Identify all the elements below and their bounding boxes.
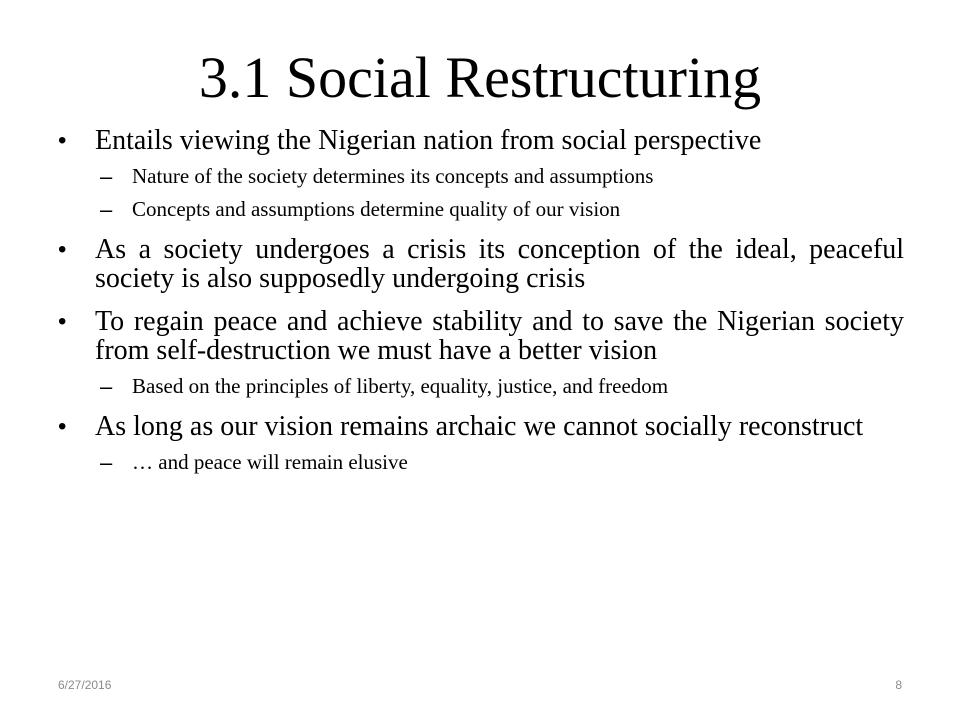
bullet-point-4	[58, 412, 904, 441]
bullet-point-4-text: As long as our vision remains archaic we cannot socially reconstruct	[95, 411, 864, 442]
sub-point-1-2	[58, 198, 904, 221]
bullet-icon: •	[58, 413, 67, 440]
bullet-point-1	[58, 126, 904, 155]
bullet-icon: •	[58, 236, 67, 263]
bullet-point-1-text: Entails viewing the Nigerian nation from social perspective	[95, 125, 762, 156]
footer-date: 6/27/2016	[58, 678, 112, 692]
bullet-point-3-text: To regain peace and achieve stability and to save the Nigerian society from self-destruction we must have a better vision	[95, 306, 904, 366]
bullet-icon: •	[58, 127, 67, 154]
dash-icon: –	[100, 450, 113, 475]
slide-content	[58, 126, 904, 488]
sub-point-3-1	[58, 375, 904, 398]
footer-page-number: 8	[895, 678, 902, 692]
sub-point-4-1-text: … and peace will remain elusive	[132, 450, 408, 474]
sub-point-4-1	[58, 451, 904, 474]
slide-title: 3.1 Social Restructuring	[198, 45, 762, 110]
dash-icon: –	[100, 197, 113, 222]
bullet-point-2-text: As a society undergoes a crisis its conception of the ideal, peaceful society is also supposedly undergoing crisis	[95, 234, 904, 294]
sub-point-1-1	[58, 165, 904, 188]
sub-point-3-1-text: Based on the principles of liberty, equality, justice, and freedom	[132, 374, 669, 398]
sub-point-1-2-text: Concepts and assumptions determine quality of our vision	[132, 197, 621, 221]
bullet-icon: •	[58, 308, 67, 335]
bullet-point-3	[58, 307, 904, 365]
dash-icon: –	[100, 164, 113, 189]
sub-point-1-1-text: Nature of the society determines its concepts and assumptions	[132, 164, 654, 188]
dash-icon: –	[100, 374, 113, 399]
bullet-point-2	[58, 235, 904, 293]
